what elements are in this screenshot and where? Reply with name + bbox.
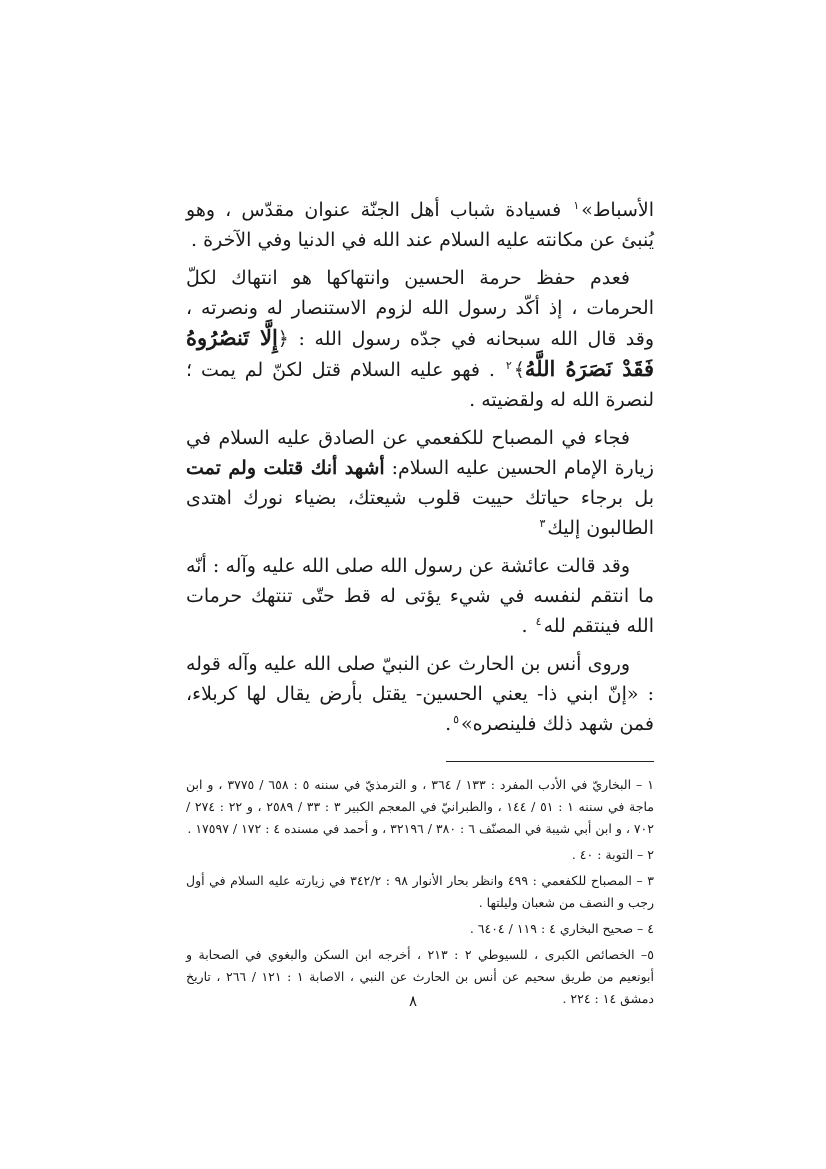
page-number: ٨ xyxy=(408,992,418,1010)
paragraph-1: الأسباط»$^١$ فسيادة شباب أهل الجنّة عنوان مقدّس ، وهو يُنبئ عن مكانته عليه السلام عند الله في الدنيا وفي الآخرة . xyxy=(186,198,654,251)
paragraph-5: وروى أنس بن الحارث عن النبيّ صلى الله عليه وآله قوله : «إنّ ابني ذا- يعني الحسين- يقتل بأرض يقال لها كربلاء، فمن شهد ذلك فلينصره»$^٥$. xyxy=(186,653,654,735)
paragraph-4: وقد قالت عائشة عن رسول الله صلى الله عليه وآله : أنّه ما انتقم لنفسه في شيء يؤتى له قط حتّى تنتهك حرمات الله فينتقم لله$^٤$ . xyxy=(186,555,654,637)
footnote-ref-2[interactable]: ٢ xyxy=(505,358,512,372)
footnote-1: ١ – البخاريّ في الأدب المفرد : ١٣٣ / ٣٦٤ ، و الترمذيّ في سننه ٥ : ٦٥٨ / ٣٧٧٥ ، و ابن ماجة في سننه ١ : ٥١ / ١٤٤ ، والطبرانيّ في المعجم الكبير ٣ : ٣٣ / ٢٥٨٩ ، و ٢٢ : ٢٧٤ / ٧٠٢ ، و ابن أبي شيبة في المصنّف ٦ : ٣٨٠ / ٣٢١٩٦ ، و أحمد في مسنده ٤ : ١٧٢ / ١٧٥٩٧ . xyxy=(186,777,654,836)
footnote-4: ٤ – صحيح البخاري ٤ : ١١٩ / ٦٤٠٤ . xyxy=(469,921,654,936)
main-text xyxy=(186,195,654,739)
paragraph-2: فعدم حفظ حرمة الحسين وانتهاكها هو انتهاك لكلّ الحرمات ، إذ أكّد رسول الله لزوم الاستنصار له ونصرته ، وقد قال الله سبحانه في جدّه رسول الله : ﴿إِلَّا تَنصُرُوهُ فَقَدْ نَصَرَهُ اللَّهُ﴾$^٢$ . فهو عليه السلام قتل لكنّ لم يمت ؛ لنصرة الله له ولقضيته . xyxy=(186,267,655,411)
footnote-5: ٥– الخصائص الكبرى ، للسيوطي ٢ : ٢١٣ ، أخرجه ابن السكن والبغوي في الصحابة و أبونعيم من طريق سحيم عن أنس بن الحارث عن النبي ، الاصابة ١ : ١٢١ / ٢٦٦ ، تاريخ دمشق ١٤ : ٢٢٤ . xyxy=(186,947,654,1006)
footnote-2: ٢ – التوبة : ٤٠ . xyxy=(571,847,654,862)
footnote-divider xyxy=(446,761,654,762)
footnote-ref-4[interactable]: ٤ xyxy=(535,614,542,628)
page-content xyxy=(186,195,654,1014)
footnotes xyxy=(186,774,654,1010)
footnote-3: ٣ – المصباح للكفعمي : ٤٩٩ وانظر بحار الأنوار ٩٨ : ٣٤٢/٢ في زيارته عليه السلام في أول رجب و النصف من شعبان وليلتها . xyxy=(186,873,654,910)
footnote-ref-1[interactable]: ١ xyxy=(573,198,580,212)
paragraph-3: فجاء في المصباح للكفعمي عن الصادق عليه السلام في زيارة الإمام الحسين عليه السلام: أشهد أنك قتلت ولم تمت بل برجاء حياتك حييت قلوب شيعتك، بضياء نورك اهتدى الطالبون إليك$^٣$ xyxy=(186,427,654,539)
quran-verse: إِلَّا تَنصُرُوهُ فَقَدْ نَصَرَهُ اللَّهُ xyxy=(186,325,654,381)
footnote-ref-5[interactable]: ٥ xyxy=(453,712,460,726)
bold-quote: أشهد أنك قتلت ولم تمت xyxy=(186,457,385,479)
footnote-ref-3[interactable]: ٣ xyxy=(539,516,546,530)
